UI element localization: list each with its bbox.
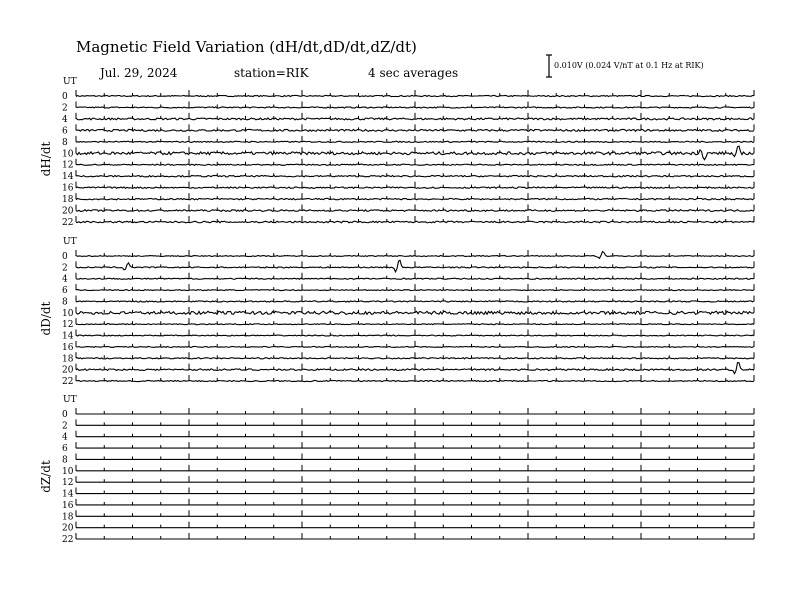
- date-label: Jul. 29, 2024: [100, 66, 178, 80]
- scale-bar: [546, 55, 552, 77]
- row-label: 22: [62, 535, 74, 545]
- row-label: 8: [62, 297, 68, 308]
- row-label: 12: [62, 478, 74, 489]
- row-label: 22: [62, 377, 74, 387]
- row-label: 14: [62, 172, 74, 183]
- row-label: 4: [62, 114, 68, 125]
- row-label: 0: [62, 410, 68, 420]
- row-label: 12: [62, 320, 74, 331]
- row-label: 16: [62, 183, 74, 194]
- row-label: 10: [62, 308, 74, 319]
- row-label: 2: [62, 103, 68, 114]
- row-label: 8: [62, 455, 68, 466]
- row-label: 18: [62, 354, 74, 365]
- row-label: 6: [62, 126, 68, 137]
- row-label: 20: [62, 365, 74, 376]
- row-label: 12: [62, 160, 74, 171]
- row-label: 14: [62, 489, 74, 500]
- row-label: 4: [62, 274, 68, 285]
- row-label: 6: [62, 444, 68, 455]
- row-label: 22: [62, 218, 74, 228]
- row-label: 16: [62, 500, 74, 511]
- panel-dH-dt: [39, 77, 754, 228]
- row-label: 10: [62, 466, 74, 477]
- panel-ylabel: dZ/dt: [39, 460, 53, 493]
- row-label: 2: [62, 421, 68, 432]
- panel-ylabel: dD/dt: [39, 301, 53, 336]
- averaging-label: 4 sec averages: [368, 66, 459, 80]
- station-label: station=RIK: [234, 66, 309, 80]
- row-label: 6: [62, 286, 68, 297]
- panel-ylabel: dH/dt: [39, 141, 53, 177]
- scale-label: 0.010V (0.024 V/nT at 0.1 Hz at RIK): [554, 61, 704, 70]
- row-label: 18: [62, 512, 74, 523]
- row-label: 20: [62, 523, 74, 534]
- row-label: 4: [62, 432, 68, 443]
- chart-title: Magnetic Field Variation (dH/dt,dD/dt,dZ/dt): [76, 38, 417, 56]
- row-label: 18: [62, 195, 74, 206]
- row-label: 8: [62, 137, 68, 148]
- row-label: 0: [62, 92, 68, 102]
- row-label: 0: [62, 252, 68, 262]
- row-label: 10: [62, 149, 74, 160]
- row-label: 14: [62, 331, 74, 342]
- row-label: 16: [62, 342, 74, 353]
- ut-label: UT: [63, 395, 77, 405]
- ut-label: UT: [63, 237, 77, 247]
- panel-dZ-dt: [39, 395, 754, 545]
- row-label: 20: [62, 206, 74, 217]
- ut-label: UT: [63, 77, 77, 87]
- panel-dD-dt: [39, 237, 754, 387]
- row-label: 2: [62, 263, 68, 274]
